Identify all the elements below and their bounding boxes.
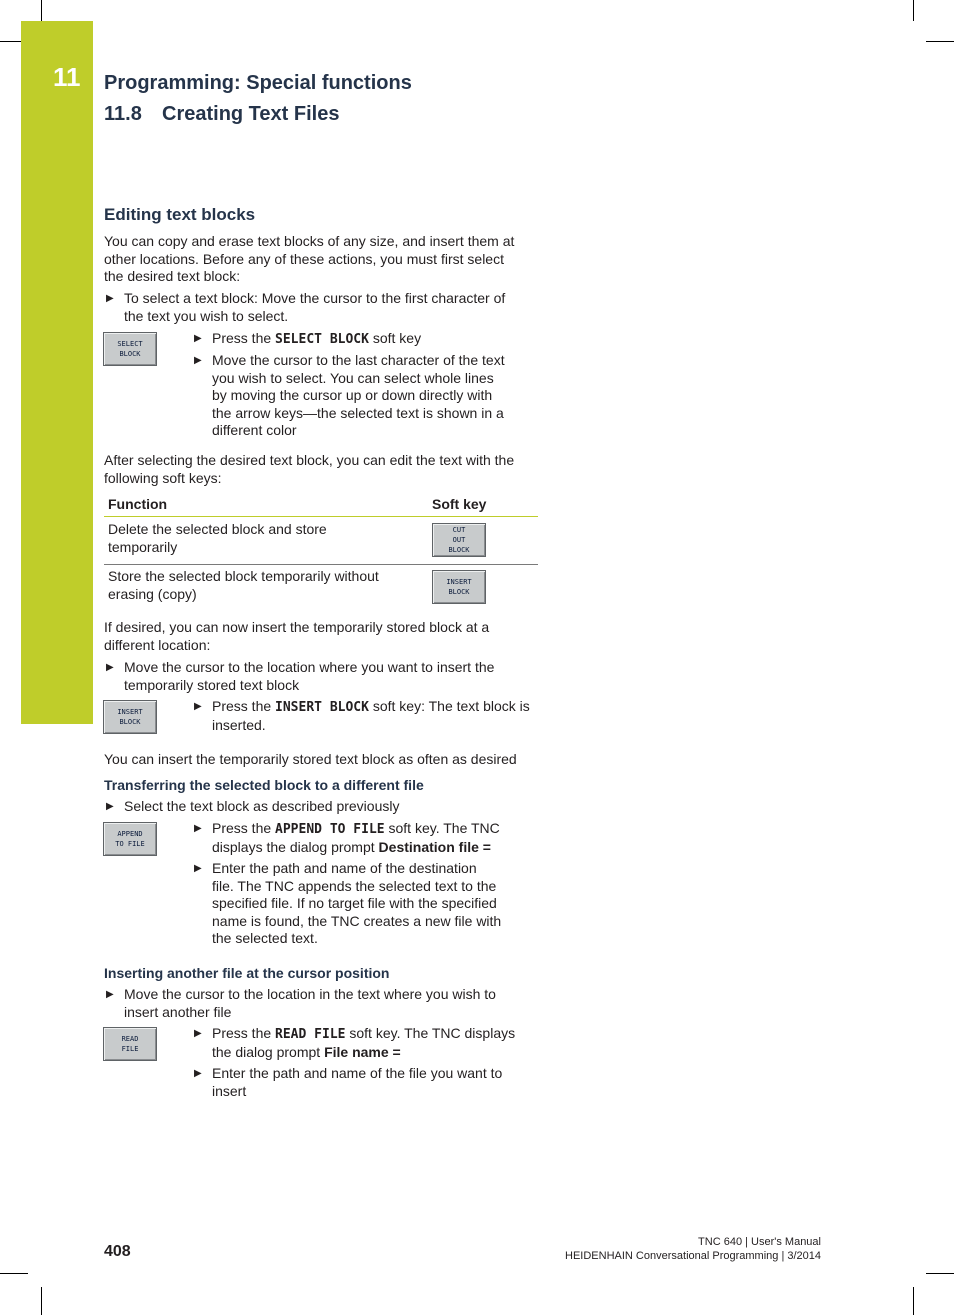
heading-inserting-another-file: Inserting another file at the cursor position: [104, 965, 390, 981]
table-header-rule: [104, 516, 538, 517]
text-fragment: Press the: [212, 1025, 276, 1041]
crop-mark: [0, 41, 21, 42]
bullet-arrow-icon: ▶: [194, 333, 202, 344]
text-line: the arrow keys—the selected text is shown in a: [212, 404, 504, 421]
step-move-in-text: [124, 986, 496, 1021]
text-line: Store the selected block temporarily without: [108, 568, 379, 584]
softkey-label: INSERT: [117, 708, 143, 716]
intro-paragraph: [104, 233, 514, 286]
select-block-softkey[interactable]: [103, 332, 157, 366]
step-select-previously: Select the text block as described previously: [124, 798, 400, 814]
heading-editing-text-blocks: Editing text blocks: [104, 205, 256, 224]
text-line: the selected text.: [212, 930, 318, 947]
insert-often-paragraph: You can insert the temporarily stored text block as often as desired: [104, 751, 517, 767]
text-fragment: soft key. The TNC displays: [345, 1025, 516, 1041]
softkey-label: SELECT: [117, 340, 143, 348]
crop-mark: [41, 0, 42, 21]
heading-transferring-block: Transferring the selected block to a different file: [104, 777, 424, 793]
text-line: you wish to select. You can select whole lines: [212, 369, 494, 386]
bullet-arrow-icon: ▶: [194, 355, 202, 366]
insert-block-softkey[interactable]: [103, 700, 157, 734]
table-header-softkey: Soft key: [432, 496, 487, 512]
read-file-softkey[interactable]: [103, 1027, 157, 1061]
bullet-arrow-icon: ▶: [194, 1068, 202, 1079]
text-line: different color: [212, 422, 297, 439]
softkey-label: OUT: [452, 536, 466, 544]
insert-block-softkey-table[interactable]: [432, 570, 486, 604]
softkey-reference: READ FILE: [275, 1027, 346, 1042]
crop-mark: [926, 1273, 954, 1274]
text-line: name is found, the TNC creates a new file with: [212, 912, 502, 929]
text-line: by moving the cursor up or down directly with: [212, 387, 493, 404]
text-line: insert: [212, 1082, 247, 1099]
crop-mark: [0, 1273, 28, 1274]
text-fragment: the dialog prompt: [212, 1043, 325, 1060]
dialog-prompt: Destination file =: [378, 838, 491, 855]
text-line: Delete the selected block and store: [108, 521, 327, 537]
text-line: [212, 1025, 515, 1044]
text-fragment: Press the: [212, 820, 276, 836]
softkey-label: BLOCK: [448, 546, 470, 554]
text-line: [212, 1044, 515, 1062]
text-line: other locations. Before any of these actions, you must first select: [104, 250, 504, 267]
text-line: temporarily: [108, 538, 178, 555]
after-selecting-paragraph: [104, 452, 514, 487]
table-header-function: Function: [108, 496, 168, 512]
text-line: To select a text block: Move the cursor to the first character of: [124, 290, 506, 306]
text-line: Move the cursor to the location in the text where you wish to: [124, 986, 496, 1002]
step-press-select-block: [212, 330, 421, 349]
text-fragment: Press the: [212, 698, 276, 714]
crop-mark: [41, 1287, 42, 1315]
softkey-reference: SELECT BLOCK: [275, 332, 369, 347]
footer-line: HEIDENHAIN Conversational Programming | 3/2014: [565, 1250, 821, 1262]
bullet-arrow-icon: ▶: [194, 823, 202, 834]
text-line: If desired, you can now insert the temporarily stored block at a: [104, 619, 490, 635]
crop-mark: [926, 41, 954, 42]
text-line: Enter the path and name of the destination: [212, 860, 477, 876]
step-select-text: [124, 290, 505, 325]
section-title: [104, 103, 339, 126]
bullet-arrow-icon: ▶: [106, 989, 114, 1000]
text-line: [212, 698, 530, 717]
step-enter-file: [212, 1065, 502, 1100]
text-line: inserted.: [212, 716, 266, 733]
text-line: [212, 839, 500, 857]
table-row-cut-function: [108, 521, 327, 556]
text-line: following soft keys:: [104, 469, 222, 486]
text-line: specified file. If no target file with the specified: [212, 895, 497, 912]
text-fragment: soft key: The text block is: [368, 698, 530, 714]
softkey-reference: INSERT BLOCK: [275, 700, 369, 715]
step-move-cursor: [212, 352, 505, 440]
text-line: Move the cursor to the last character of the text: [212, 352, 505, 368]
text-line: different location:: [104, 636, 211, 653]
text-fragment: soft key. The TNC: [384, 820, 500, 836]
section-name: Creating Text Files: [162, 103, 340, 125]
bullet-arrow-icon: ▶: [194, 1028, 202, 1039]
text-fragment: Press the: [212, 330, 276, 346]
softkey-label: BLOCK: [448, 588, 470, 596]
text-line: file. The TNC appends the selected text to the: [212, 877, 497, 894]
table-row-copy-function: [108, 568, 379, 603]
text-line: insert another file: [124, 1003, 232, 1020]
if-desired-paragraph: [104, 619, 489, 654]
text-line: [212, 820, 500, 839]
footer-line: TNC 640 | User's Manual: [698, 1236, 821, 1248]
step-press-append: [212, 820, 500, 856]
softkey-label: FILE: [121, 1045, 139, 1053]
crop-mark: [913, 0, 914, 21]
bullet-arrow-icon: ▶: [194, 863, 202, 874]
text-line: the text you wish to select.: [124, 307, 289, 324]
text-line: After selecting the desired text block, you can edit the text with the: [104, 452, 515, 468]
append-to-file-softkey[interactable]: [103, 822, 157, 856]
page-number: 408: [104, 1243, 131, 1260]
section-number: 11.8: [104, 103, 142, 125]
step-press-read-file: [212, 1025, 515, 1061]
text-fragment: displays the dialog prompt: [212, 838, 379, 855]
softkey-label: INSERT: [446, 578, 472, 586]
text-line: Move the cursor to the location where you want to insert the: [124, 659, 495, 675]
bullet-arrow-icon: ▶: [106, 801, 114, 812]
bullet-arrow-icon: ▶: [194, 701, 202, 712]
bullet-arrow-icon: ▶: [106, 662, 114, 673]
step-move-to-location: [124, 659, 494, 694]
text-line: You can copy and erase text blocks of any size, and insert them at: [104, 233, 515, 249]
softkey-label: BLOCK: [119, 350, 141, 358]
chapter-title: Programming: Special functions: [104, 72, 412, 94]
softkey-label: APPEND: [117, 830, 143, 838]
text-line: temporarily stored text block: [124, 676, 300, 693]
text-line: the desired text block:: [104, 268, 241, 285]
table-row-divider: [104, 564, 538, 565]
bullet-arrow-icon: ▶: [106, 293, 114, 304]
footer-info: [565, 1235, 821, 1263]
step-press-insert-block: [212, 698, 530, 734]
step-enter-destination: [212, 860, 501, 948]
softkey-reference: APPEND TO FILE: [275, 822, 385, 837]
chapter-sidebar: [21, 21, 93, 724]
softkey-label: BLOCK: [119, 718, 141, 726]
softkey-label: TO FILE: [115, 840, 145, 848]
text-line: Enter the path and name of the file you want to: [212, 1065, 503, 1081]
softkey-label: READ: [121, 1035, 139, 1043]
chapter-number: 11: [53, 62, 81, 92]
crop-mark: [913, 1287, 914, 1315]
text-fragment: soft key: [368, 330, 422, 346]
dialog-prompt: File name =: [324, 1043, 401, 1060]
cut-out-block-softkey[interactable]: [432, 523, 486, 557]
text-line: erasing (copy): [108, 585, 197, 602]
softkey-label: CUT: [452, 526, 466, 534]
